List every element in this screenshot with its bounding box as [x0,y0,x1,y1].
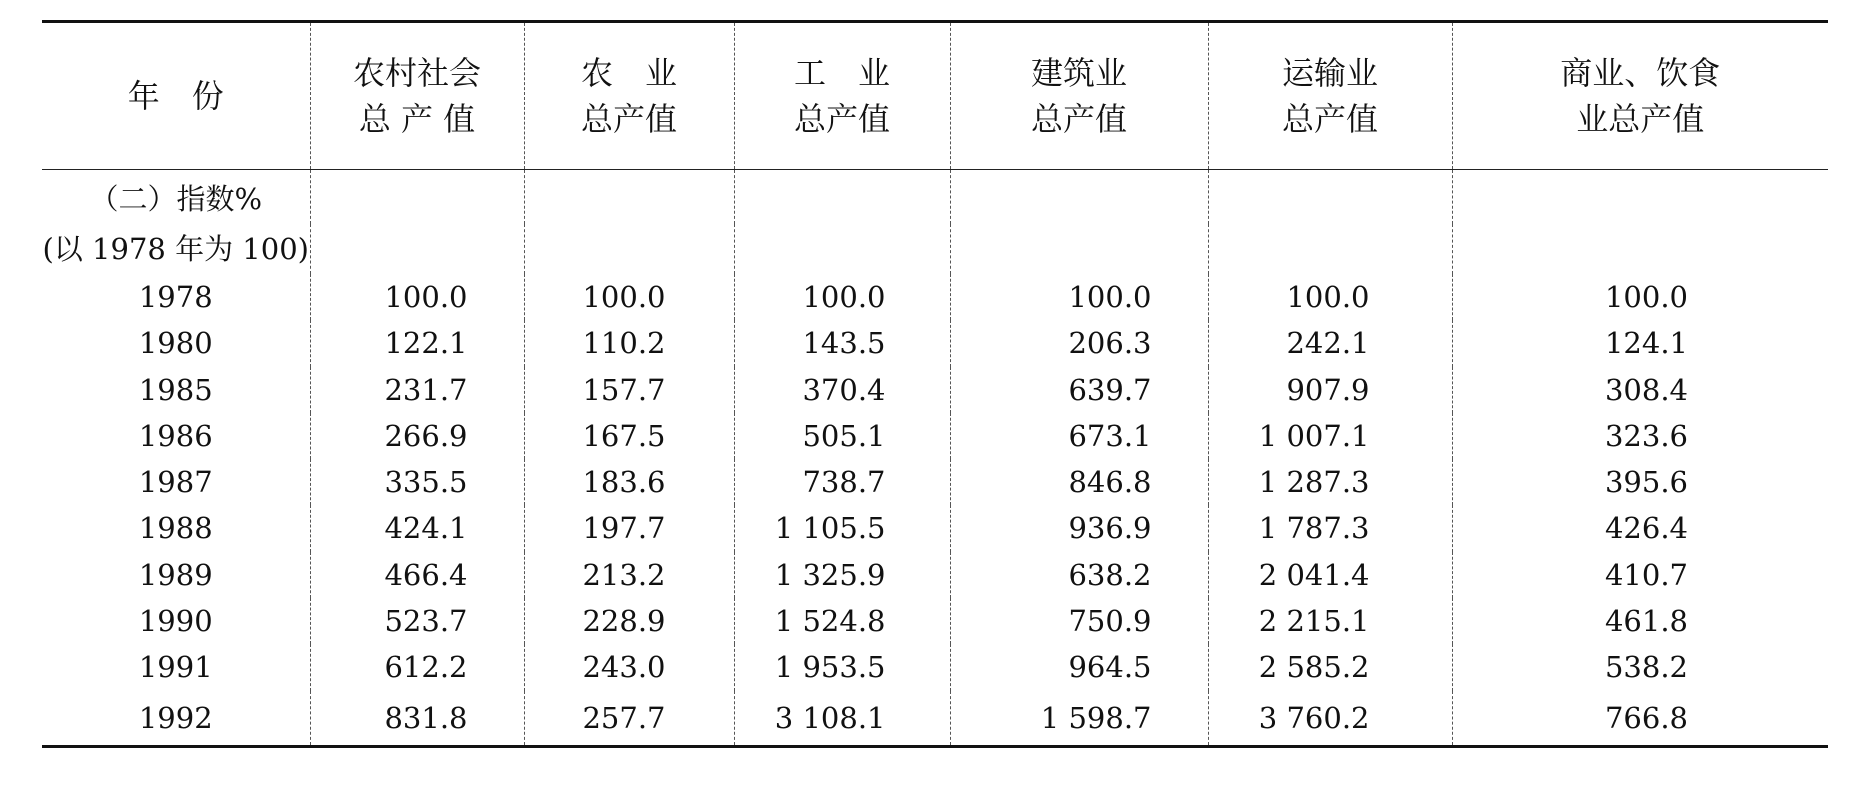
agriculture-cell: 167.5 [524,413,734,459]
empty-cell [1452,170,1828,225]
construction-cell: 100.0 [950,274,1208,320]
header-commerce-catering-output: 商业、饮食 业总产值 [1452,22,1828,170]
transport-cell: 3 760.2 [1208,691,1452,747]
table-row [42,505,1828,551]
industry-cell: 505.1 [734,413,950,459]
rural-total-cell: 231.7 [310,367,524,413]
construction-cell: 846.8 [950,459,1208,505]
section-title: （二）指数% [89,182,263,216]
empty-cell [950,170,1208,225]
year-cell: 1990 [138,604,213,639]
construction-cell: 964.5 [950,644,1208,690]
table-header [42,22,1828,170]
industry-cell: 1 325.9 [734,552,950,598]
table-body [42,170,1828,747]
statistics-table-container [42,20,1828,748]
industry-cell: 100.0 [734,274,950,320]
table-row [42,644,1828,690]
empty-cell [524,170,734,225]
empty-cell [524,224,734,274]
agriculture-cell: 100.0 [524,274,734,320]
rural-total-cell: 523.7 [310,598,524,644]
transport-cell: 907.9 [1208,367,1452,413]
agriculture-cell: 157.7 [524,367,734,413]
agriculture-cell: 110.2 [524,320,734,366]
agriculture-cell: 197.7 [524,505,734,551]
industry-cell: 1 524.8 [734,598,950,644]
statistics-table [42,20,1828,748]
transport-cell: 242.1 [1208,320,1452,366]
empty-cell [1452,224,1828,274]
construction-cell: 673.1 [950,413,1208,459]
section-subtitle: (以 1978 年为 100) [42,232,309,266]
rural-total-cell: 612.2 [310,644,524,690]
header-industry-output: 工 业 总产值 [734,22,950,170]
empty-cell [734,170,950,225]
commerce-cell: 461.8 [1452,598,1828,644]
commerce-cell: 124.1 [1452,320,1828,366]
commerce-cell: 538.2 [1452,644,1828,690]
table-row [42,552,1828,598]
agriculture-cell: 183.6 [524,459,734,505]
year-cell: 1978 [138,280,213,314]
year-cell: 1992 [138,700,213,735]
table-row [42,598,1828,644]
rural-total-cell: 466.4 [310,552,524,598]
industry-cell: 1 105.5 [734,505,950,551]
rural-total-cell: 100.0 [310,274,524,320]
commerce-cell: 395.6 [1452,459,1828,505]
agriculture-cell: 257.7 [524,691,734,747]
transport-cell: 2 215.1 [1208,598,1452,644]
header-construction-output: 建筑业 总产值 [950,22,1208,170]
year-cell: 1985 [138,372,213,407]
agriculture-cell: 213.2 [524,552,734,598]
section-title-row [42,170,1828,225]
transport-cell: 1 007.1 [1208,413,1452,459]
year-cell: 1987 [138,465,213,500]
section-subtitle-row [42,224,1828,274]
year-cell: 1988 [138,511,213,546]
header-rural-total-output: 农村社会 总 产 值 [310,22,524,170]
year-cell: 1980 [138,326,213,361]
header-transport-output: 运输业 总产值 [1208,22,1452,170]
header-row [42,22,1828,170]
commerce-cell: 100.0 [1452,274,1828,320]
empty-cell [310,170,524,225]
rural-total-cell: 335.5 [310,459,524,505]
industry-cell: 3 108.1 [734,691,950,747]
commerce-cell: 766.8 [1452,691,1828,747]
construction-cell: 1 598.7 [950,691,1208,747]
industry-cell: 738.7 [734,459,950,505]
empty-cell [310,224,524,274]
transport-cell: 1 287.3 [1208,459,1452,505]
table-row [42,691,1828,747]
rural-total-cell: 122.1 [310,320,524,366]
transport-cell: 1 787.3 [1208,505,1452,551]
industry-cell: 143.5 [734,320,950,366]
agriculture-cell: 228.9 [524,598,734,644]
construction-cell: 639.7 [950,367,1208,413]
construction-cell: 936.9 [950,505,1208,551]
commerce-cell: 410.7 [1452,552,1828,598]
header-year: 年 份 [127,77,224,115]
commerce-cell: 323.6 [1452,413,1828,459]
construction-cell: 750.9 [950,598,1208,644]
empty-cell [1208,224,1452,274]
industry-cell: 1 953.5 [734,644,950,690]
table-row [42,274,1828,320]
transport-cell: 100.0 [1208,274,1452,320]
year-cell: 1986 [138,418,213,453]
rural-total-cell: 424.1 [310,505,524,551]
table-row [42,459,1828,505]
empty-cell [734,224,950,274]
table-row [42,367,1828,413]
table-row [42,320,1828,366]
empty-cell [1208,170,1452,225]
table-row [42,413,1828,459]
rural-total-cell: 266.9 [310,413,524,459]
agriculture-cell: 243.0 [524,644,734,690]
construction-cell: 206.3 [950,320,1208,366]
empty-cell [950,224,1208,274]
commerce-cell: 426.4 [1452,505,1828,551]
transport-cell: 2 041.4 [1208,552,1452,598]
year-cell: 1991 [138,650,213,685]
header-agriculture-output: 农 业 总产值 [524,22,734,170]
rural-total-cell: 831.8 [310,691,524,747]
commerce-cell: 308.4 [1452,367,1828,413]
construction-cell: 638.2 [950,552,1208,598]
year-cell: 1989 [138,557,213,592]
industry-cell: 370.4 [734,367,950,413]
transport-cell: 2 585.2 [1208,644,1452,690]
